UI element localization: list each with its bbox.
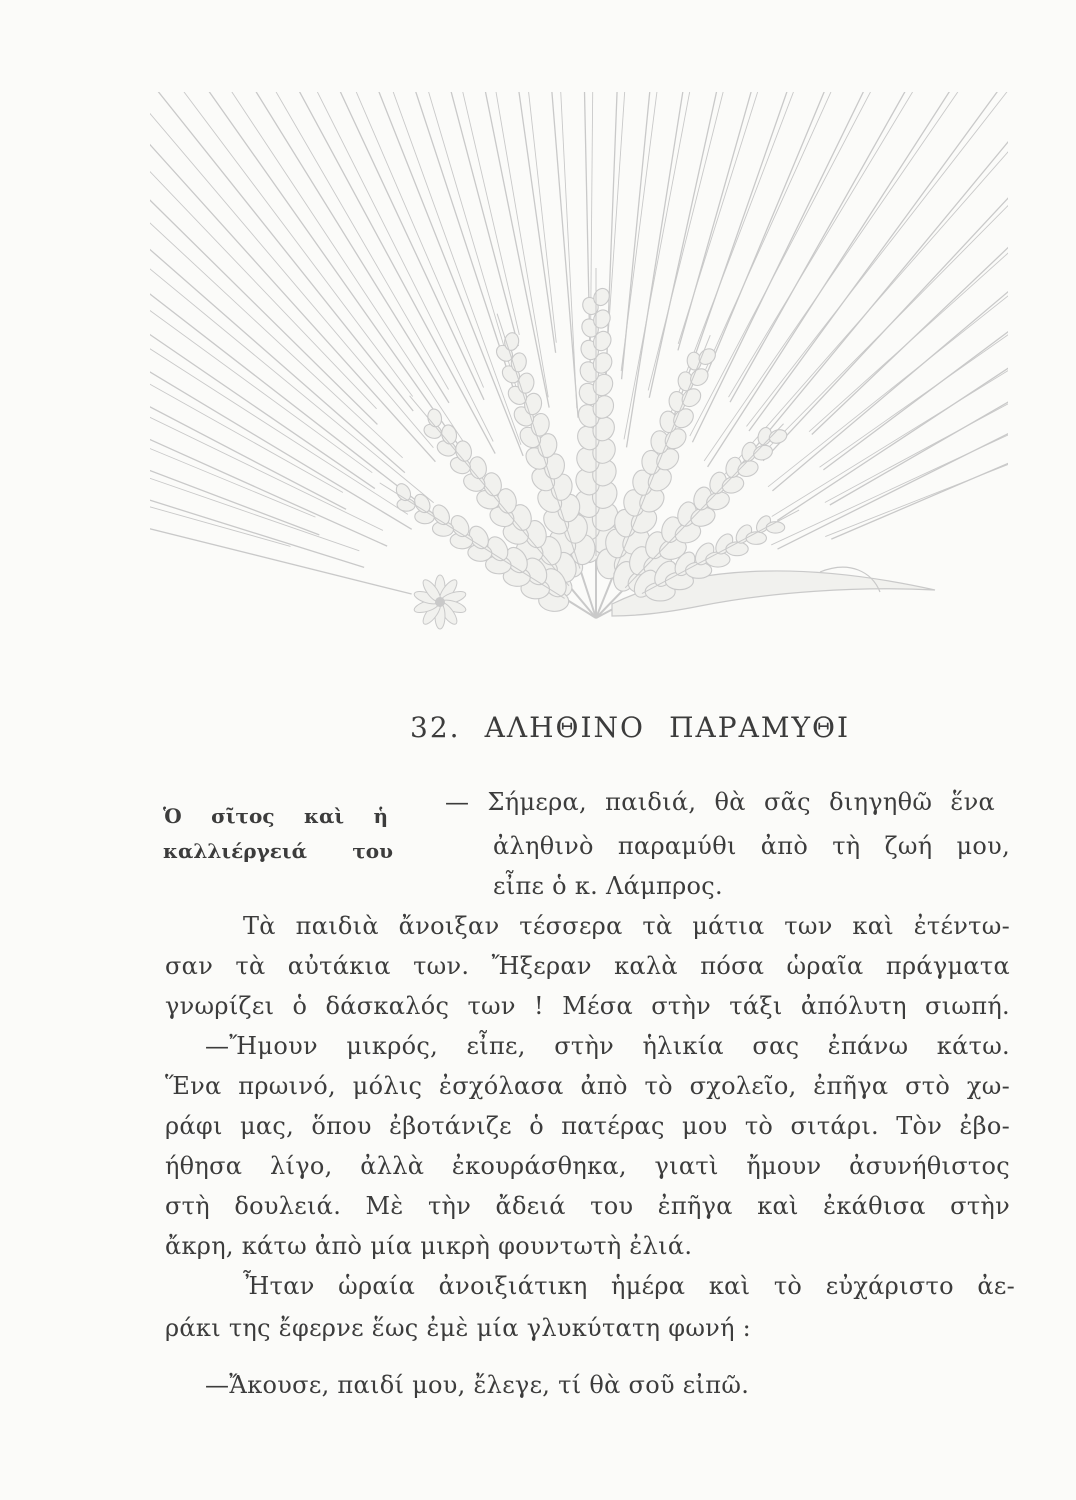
- body-line: Ἦταν ὡραία ἀνοιξιάτικη ἡμέρα καὶ τὸ εὐχάριστο ἀε-: [243, 1272, 1015, 1300]
- wheat-grain: [746, 532, 766, 545]
- margin-note-line: καλλιέργειά του: [163, 839, 393, 863]
- ray-line: [820, 112, 1076, 467]
- body-line: Τὰ παιδιὰ ἄνοιξαν τέσσερα τὰ μάτια των καὶ ἐτέντω-: [243, 912, 1010, 940]
- ray-line: [730, 0, 1038, 402]
- body-line: σαν τὰ αὐτάκια των. Ἤξεραν καλὰ πόσα ὡραῖα πράγματα: [165, 952, 1010, 980]
- ray-line: [690, 0, 1007, 436]
- ray-line: [0, 176, 412, 529]
- ray-line: [708, 0, 1076, 467]
- ray-line: [489, 0, 556, 343]
- body-line: ράφι μας, ὅπου ἐβοτάνιζε ὁ πατέρας μου τὸ σιτάρι. Τὸν ἐβο-: [165, 1112, 1010, 1140]
- ray-line: [332, 0, 517, 390]
- ray-line: [0, 286, 315, 518]
- ray-line: [315, 0, 518, 402]
- ray-line: [122, 0, 449, 403]
- ray-line: [809, 29, 1076, 432]
- ray-line: [0, 422, 412, 594]
- body-line: — Σήμερα, παιδιά, θὰ σᾶς διηγηθῶ ἕνα: [445, 788, 995, 816]
- wheat-grain: [766, 522, 784, 533]
- ray-line: [746, 0, 1076, 426]
- ray-line: [77, 0, 466, 455]
- ray-line: [0, 8, 377, 424]
- ray-line: [648, 0, 807, 390]
- ray-line: [524, 0, 578, 418]
- body-line: στὴ δουλειά. Μὲ τὴν ἄδειά του ἐπῆγα καὶ ἐκάθισα στὴν: [165, 1192, 1010, 1220]
- body-line: —Ἤμουν μικρός, εἶπε, στὴν ἡλικία σας ἐπάνω κάτω.: [205, 1032, 1010, 1060]
- ray-line: [48, 0, 413, 396]
- ray-line: [749, 0, 1076, 431]
- ray-line: [436, 0, 548, 397]
- ray-line: [216, 0, 484, 400]
- ray-line: [714, 0, 1076, 487]
- ray-line: [768, 70, 1076, 487]
- ray-line: [763, 0, 1076, 461]
- ray-line: [706, 0, 942, 375]
- wheat-grain: [726, 542, 748, 556]
- body-line: ράκι της ἔφερνε ἕως ἐμὲ μία γλυκύτατη φωνή :: [165, 1314, 752, 1342]
- ray-line: [0, 17, 403, 457]
- ray-line: [772, 59, 1076, 491]
- ray-line: [825, 300, 1076, 536]
- ray-line: [184, 0, 494, 441]
- ray-line: [718, 0, 1076, 492]
- ray-line: [35, 0, 414, 411]
- ray-line: [0, 0, 377, 409]
- flower-center: [435, 597, 445, 607]
- ray-line: [0, 386, 291, 546]
- body-line: γνωρίζει ὁ δάσκαλός των ! Μέσα στὴν τάξι ἀπόλυτη σιωπή.: [165, 992, 1010, 1020]
- ray-line: [771, 251, 1076, 545]
- ray-line: [137, 0, 449, 389]
- body-line: Ἕνα πρωινό, μόλις ἐσχόλασα ἀπὸ τὸ σχολεῖο, ἐπῆγα στὸ χω-: [165, 1072, 1010, 1100]
- ray-line: [621, 0, 702, 371]
- body-line: ήθησα λίγο, ἀλλὰ ἐκουράσθηκα, γιατὶ ἤμουν ἀσυνήθιστος: [165, 1152, 1010, 1180]
- ray-line: [232, 0, 484, 388]
- ray-line: [678, 0, 858, 344]
- ray-line: [0, 47, 405, 473]
- ray-line: [777, 145, 1076, 521]
- ray-line: [542, 0, 576, 408]
- body-line: —Ἄκουσε, παιδί μου, ἔλεγε, τί θὰ σοῦ εἰπῶ.: [205, 1371, 750, 1399]
- flower-icon: [413, 575, 467, 629]
- ray-line: [471, 0, 556, 353]
- ray-group: [0, 0, 1076, 594]
- body-line: ἄκρη, κάτω ἀπὸ μία μικρὴ φουντωτὴ ἐλιά.: [165, 1232, 693, 1260]
- ray-line: [812, 19, 1076, 434]
- ray-line: [760, 0, 1076, 457]
- ray-line: [6, 0, 434, 448]
- body-line: ἀληθινὸ παραμύθι ἀπὸ τὴ ζωή μου,: [493, 832, 1010, 860]
- ray-line: [622, 0, 684, 379]
- ray-line: [831, 285, 1076, 539]
- ray-line: [649, 0, 789, 398]
- wheat-sheaf-icon: [0, 0, 1076, 660]
- margin-note-line: Ὁ σῖτος καὶ ἡ: [163, 804, 388, 828]
- body-line: εἶπε ὁ κ. Λάμπρος.: [493, 872, 723, 900]
- wheat-grain: [706, 552, 730, 567]
- ray-line: [706, 0, 959, 369]
- ray-line: [0, 223, 346, 509]
- ray-line: [0, 58, 434, 503]
- ray-line: [91, 0, 464, 442]
- ray-line: [0, 144, 408, 515]
- chapter-title: 32. ΑΛΗΘΙΝΟ ΠΑΡΑΜΥΘΙ: [410, 711, 850, 744]
